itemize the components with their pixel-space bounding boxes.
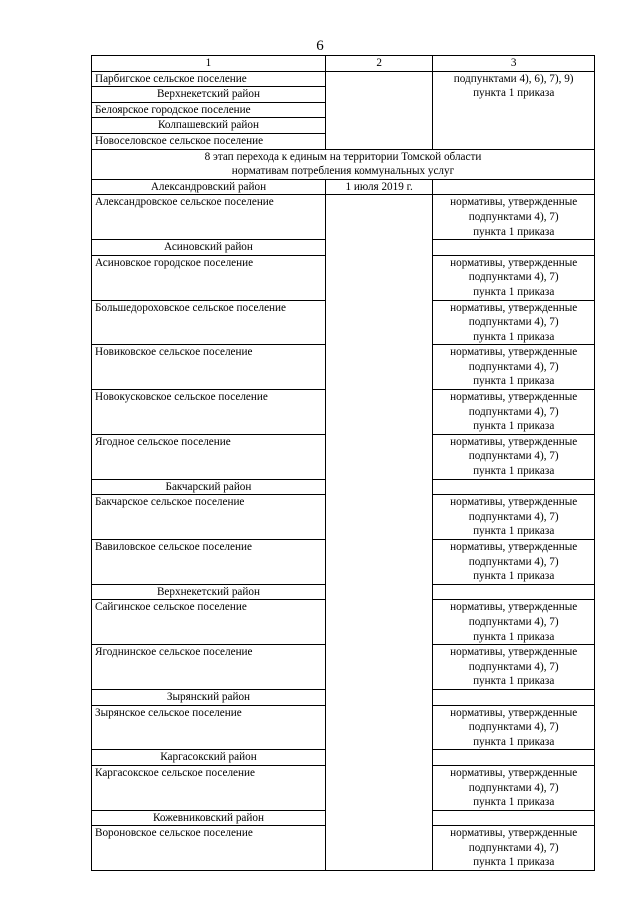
- settlement-cell: Вороновское сельское поселение: [92, 826, 326, 871]
- settlement-cell: Асиновское городское поселение: [92, 255, 326, 300]
- norms-line: нормативы, утвержденные: [450, 196, 578, 209]
- column-header-2: 2: [325, 56, 432, 72]
- district-cell: Верхнекетский район: [92, 584, 326, 600]
- norms-line: подпунктами 4), 7): [468, 660, 559, 673]
- norms-cell: [433, 645, 595, 690]
- norms-line: пункта 1 приказа: [473, 330, 555, 343]
- settlement-cell: Вавиловское сельское поселение: [92, 540, 326, 585]
- norms-line: нормативы, утвержденные: [450, 256, 578, 269]
- norms-cell: [433, 495, 595, 540]
- stage-line-2: нормативам потребления коммунальных услуг: [231, 165, 455, 178]
- norms-line: подпунктами 4), 7): [468, 405, 559, 418]
- norms-line: подпунктами 4), 7): [468, 210, 559, 223]
- norms-cell: [433, 255, 595, 300]
- norms-cell: [433, 540, 595, 585]
- stage-line-1: 8 этап перехода к единым на территории Томской области: [204, 150, 482, 163]
- norms-cell: [433, 705, 595, 750]
- norms-cell: [433, 179, 595, 195]
- stage-heading: [92, 149, 595, 179]
- norms-cell: [433, 195, 595, 240]
- district-cell: Верхнекетский район: [92, 87, 326, 103]
- norms-cell: [433, 600, 595, 645]
- district-cell: Каргасокский район: [92, 750, 326, 766]
- settlement-cell: Ягодное сельское поселение: [92, 434, 326, 479]
- norms-line: подпунктами 4), 7): [468, 271, 559, 284]
- column-header-3: 3: [433, 56, 595, 72]
- norms-cell: [433, 826, 595, 871]
- norms-line: подпунктами 4), 7): [468, 360, 559, 373]
- norms-line: нормативы, утвержденные: [450, 346, 578, 359]
- district-cell: Колпашевский район: [92, 118, 326, 134]
- district-cell: Александровский район: [92, 179, 326, 195]
- district-cell: Зырянский район: [92, 689, 326, 705]
- norms-line: подпунктами 4), 7): [468, 615, 559, 628]
- settlement-cell: Зырянское сельское поселение: [92, 705, 326, 750]
- norms-line: подпунктами 4), 7): [468, 555, 559, 568]
- stage-row: [92, 149, 595, 179]
- norms-line: нормативы, утвержденные: [450, 827, 578, 840]
- settlement-cell: Ягоднинское сельское поселение: [92, 645, 326, 690]
- norms-line: подпунктами 4), 7): [468, 841, 559, 854]
- norms-line: нормативы, утвержденные: [450, 391, 578, 404]
- norms-line: пункта 1 приказа: [473, 675, 555, 688]
- settlement-cell: Каргасокское сельское поселение: [92, 765, 326, 810]
- norms-line: пункта 1 приказа: [473, 630, 555, 643]
- norms-line: пункта 1 приказа: [473, 570, 555, 583]
- norms-line: подпунктами 4), 7): [468, 450, 559, 463]
- norms-line: пункта 1 приказа: [473, 225, 555, 238]
- norms-line: нормативы, утвержденные: [450, 496, 578, 509]
- settlement-cell: Белоярское городское поселение: [92, 102, 326, 118]
- norms-line: пункта 1 приказа: [473, 735, 555, 748]
- norms-line: нормативы, утвержденные: [450, 706, 578, 719]
- norms-cell: [433, 689, 595, 705]
- norms-line: пункта 1 приказа: [473, 465, 555, 478]
- norms-line: нормативы, утвержденные: [450, 646, 578, 659]
- document-table: [91, 55, 595, 871]
- date-cell: [325, 195, 432, 871]
- settlement-cell: Новокусковское сельское поселение: [92, 390, 326, 435]
- date-cell: [325, 71, 432, 149]
- norms-line: подпунктами 4), 7): [468, 510, 559, 523]
- page-number: 6: [316, 38, 324, 54]
- header-row: [92, 56, 595, 72]
- norms-line: пункта 1 приказа: [473, 375, 555, 388]
- norms-line: нормативы, утвержденные: [450, 435, 578, 448]
- district-cell: Кожевниковский район: [92, 810, 326, 826]
- district-cell: Асиновский район: [92, 240, 326, 256]
- district-cell: Бакчарский район: [92, 479, 326, 495]
- column-header-1: 1: [92, 56, 326, 72]
- settlement-cell: Александровское сельское поселение: [92, 195, 326, 240]
- table-row: [92, 179, 595, 195]
- date-cell: 1 июля 2019 г.: [325, 179, 432, 195]
- norms-line: пункта 1 приказа: [473, 420, 555, 433]
- norms-line: нормативы, утвержденные: [450, 766, 578, 779]
- norms-cell: [433, 765, 595, 810]
- norms-cell: [433, 390, 595, 435]
- norms-line: подпунктами 4), 7): [468, 781, 559, 794]
- table-row: [92, 195, 595, 240]
- norms-cell: [433, 300, 595, 345]
- norms-cell: [433, 434, 595, 479]
- table-row: [92, 71, 595, 87]
- settlement-cell: Новоселовское сельское поселение: [92, 133, 326, 149]
- norms-cell: [433, 750, 595, 766]
- norms-line: пункта 1 приказа: [473, 87, 555, 100]
- norms-line: пункта 1 приказа: [473, 525, 555, 538]
- settlement-cell: Бакчарское сельское поселение: [92, 495, 326, 540]
- norms-cell: [433, 810, 595, 826]
- norms-line: подпунктами 4), 7): [468, 316, 559, 329]
- norms-line: подпунктами 4), 7): [468, 721, 559, 734]
- norms-line: пункта 1 приказа: [473, 856, 555, 869]
- norms-line: подпунктами 4), 6), 7), 9): [453, 72, 574, 85]
- norms-line: нормативы, утвержденные: [450, 541, 578, 553]
- norms-line: пункта 1 приказа: [473, 285, 555, 298]
- norms-cell: [433, 584, 595, 600]
- norms-cell: [433, 345, 595, 390]
- settlement-cell: Новиковское сельское поселение: [92, 345, 326, 390]
- norms-line: нормативы, утвержденные: [450, 301, 578, 314]
- norms-line: нормативы, утвержденные: [450, 601, 578, 614]
- norms-cell: [433, 479, 595, 495]
- settlement-cell: Парбигское сельское поселение: [92, 71, 326, 87]
- norms-cell: [433, 240, 595, 256]
- norms-line: пункта 1 приказа: [473, 796, 555, 809]
- norms-cell: [433, 71, 595, 149]
- settlement-cell: Сайгинское сельское поселение: [92, 600, 326, 645]
- settlement-cell: Большедороховское сельское поселение: [92, 300, 326, 345]
